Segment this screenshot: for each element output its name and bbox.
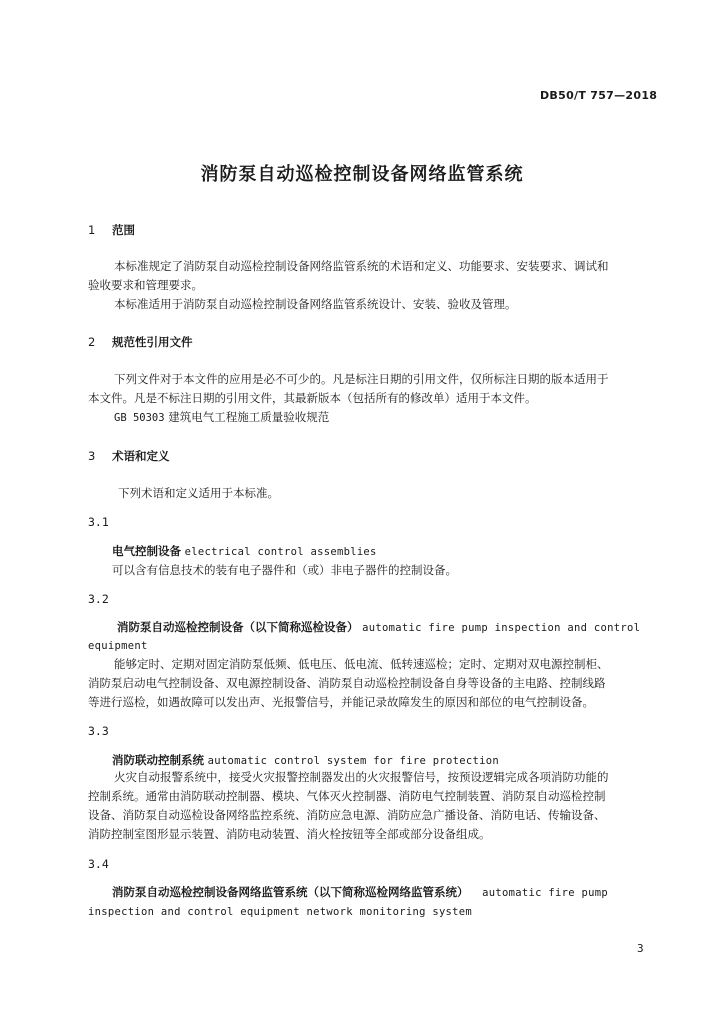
section-3-intro [118, 484, 279, 503]
paragraph-line: 本标准规定了消防泵自动巡检控制设备网络监管系统的术语和定义、功能要求、安装要求、调试和 [114, 259, 609, 273]
definition-line: 控制系统。通常由消防联动控制器、模块、气体灭火控制器、消防电气控制装置、消防泵自动巡检控制 [88, 789, 606, 803]
section-number: 3 [88, 449, 96, 463]
term-3-2 [117, 619, 640, 635]
definition-line: 可以含有信息技术的装有电子器件和（或）非电子器件的控制设备。 [112, 563, 457, 577]
reference-title: 建筑电气工程施工质量验收规范 [168, 410, 330, 424]
term-3-1-definition [112, 561, 457, 580]
section-3-heading [88, 448, 170, 464]
term-3-4 [112, 884, 608, 900]
term-en: automatic control system for fire protection [207, 755, 500, 767]
clause-number: 3.2 [88, 592, 109, 606]
definition-line: 消防泵启动电气控制设备、双电源控制设备、消防泵自动巡检控制设备自身等设备的主电路、控制线路 [88, 676, 606, 690]
term-3-2-cont [88, 638, 148, 652]
page-number: 3 [637, 942, 644, 955]
term-3-2-definition [88, 655, 609, 712]
clause-number: 3.1 [88, 515, 109, 529]
paragraph-line: 下列术语和定义适用于本标准。 [118, 486, 279, 500]
term-en-continued: inspection and control equipment network monitoring system [88, 906, 473, 918]
section-title: 规范性引用文件 [112, 335, 193, 349]
term-en: automatic fire pump [482, 887, 608, 899]
normative-reference [114, 408, 329, 428]
term-zh: 消防泵自动巡检控制设备网络监管系统（以下简称巡检网络监管系统） [112, 885, 469, 899]
paragraph-line: 验收要求和管理要求。 [88, 278, 203, 292]
section-1-heading [88, 222, 135, 238]
section-1-paragraph-1 [88, 257, 609, 295]
term-3-1 [112, 543, 377, 559]
paragraph-line: 本文件。凡是不标注日期的引用文件，其最新版本（包括所有的修改单）适用于本文件。 [88, 391, 537, 405]
term-en: automatic fire pump inspection and control [362, 622, 641, 634]
definition-line: 消防控制室图形显示装置、消防电动装置、消火栓按钮等全部或部分设备组成。 [88, 827, 491, 841]
section-number: 1 [88, 223, 96, 237]
document-code: DB50/T 757—2018 [540, 89, 658, 102]
term-3-3-definition [88, 768, 609, 844]
paragraph-line: 本标准适用于消防泵自动巡检控制设备网络监管系统设计、安装、验收及管理。 [114, 297, 517, 311]
section-1-paragraph-2 [114, 295, 517, 314]
section-2-heading [88, 334, 193, 350]
paragraph-line: 下列文件对于本文件的应用是必不可少的。凡是标注日期的引用文件，仅所标注日期的版本适用于 [114, 372, 609, 386]
section-2-paragraph-1 [88, 370, 609, 408]
definition-line: 火灾自动报警系统中，接受火灾报警控制器发出的火灾报警信号，按预设逻辑完成各项消防功能的 [114, 770, 609, 784]
section-title: 术语和定义 [112, 449, 170, 463]
term-3-3 [112, 752, 499, 768]
clause-number: 3.3 [88, 724, 109, 738]
section-title: 范围 [112, 223, 136, 237]
term-en: electrical control assemblies [184, 546, 377, 558]
term-en-continued: equipment [88, 640, 148, 652]
term-zh: 消防联动控制系统 [112, 753, 204, 767]
clause-number: 3.4 [88, 857, 109, 871]
definition-line: 能够定时、定期对固定消防泵低频、低电压、低电流、低转速巡检；定时、定期对双电源控制柜、 [114, 657, 609, 671]
term-zh: 电气控制设备 [112, 544, 181, 558]
definition-line: 设备、消防泵自动巡检设备网络监控系统、消防应急电源、消防应急广播设备、消防电话、传输设备、 [88, 808, 606, 822]
term-zh: 消防泵自动巡检控制设备（以下简称巡检设备） [117, 620, 359, 634]
section-number: 2 [88, 335, 96, 349]
reference-code: GB 50303 [114, 412, 165, 424]
term-3-4-cont [88, 904, 472, 918]
definition-line: 等进行巡检，如遇故障可以发出声、光报警信号，并能记录故障发生的原因和部位的电气控制设备。 [88, 695, 594, 709]
document-title: 消防泵自动巡检控制设备网络监管系统 [200, 164, 524, 185]
